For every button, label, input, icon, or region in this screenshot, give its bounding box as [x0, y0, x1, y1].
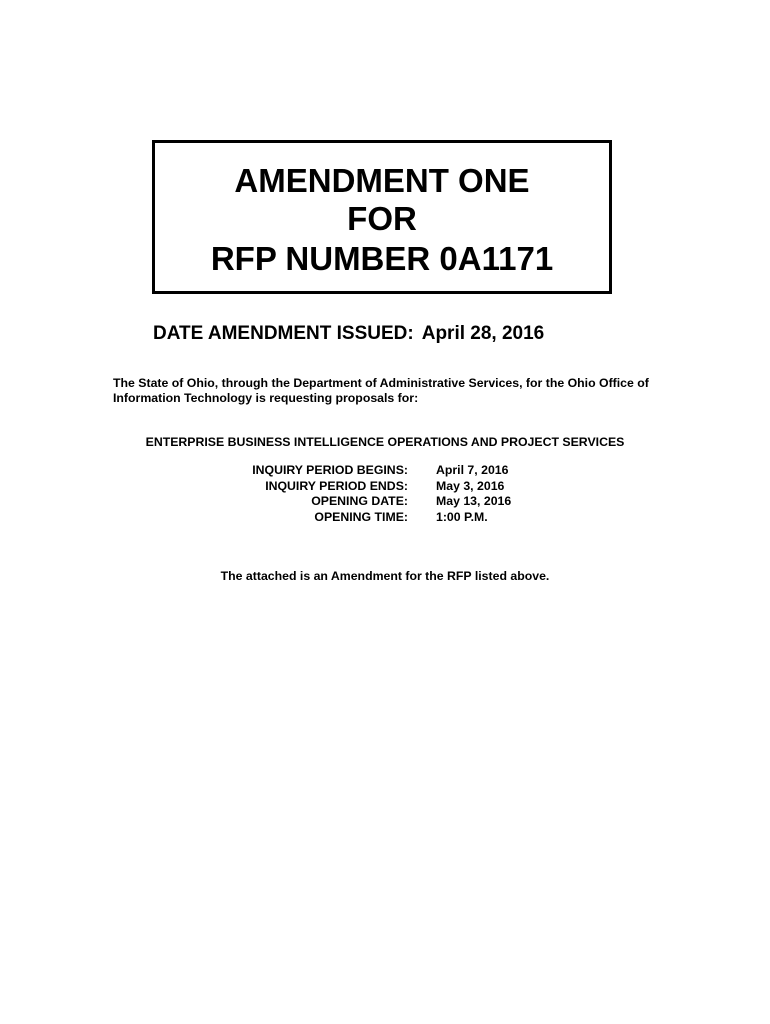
schedule-value: May 3, 2016 [436, 478, 505, 493]
date-issued-value: April 28, 2016 [421, 323, 545, 344]
schedule-label: INQUIRY PERIOD BEGINS: [252, 463, 408, 477]
title-line-3: RFP NUMBER 0A1171 [210, 240, 554, 277]
schedule-label: OPENING TIME: [314, 509, 408, 524]
attached-note: The attached is an Amendment for the RFP listed above. [220, 569, 550, 583]
date-issued-heading [153, 322, 544, 346]
schedule-table [0, 463, 770, 525]
title-box [152, 140, 612, 294]
schedule-row [0, 463, 770, 479]
schedule-row [0, 494, 770, 510]
schedule-label: INQUIRY PERIOD ENDS: [265, 478, 408, 493]
title-line-2: FOR [347, 200, 417, 237]
project-name: ENTERPRISE BUSINESS INTELLIGENCE OPERATIONS AND PROJECT SERVICES [145, 435, 625, 449]
schedule-label: OPENING DATE: [311, 494, 408, 508]
schedule-value: May 13, 2016 [436, 494, 512, 508]
schedule-value: April 7, 2016 [436, 463, 509, 477]
title-line-1: AMENDMENT ONE [234, 162, 530, 199]
schedule-row [0, 479, 770, 495]
schedule-value: 1:00 P.M. [436, 509, 488, 524]
intro-paragraph: The State of Ohio, through the Department of Administrative Services, for the Ohio Office of Information Technology is requesting proposals for: [113, 376, 649, 405]
schedule-row [0, 510, 770, 526]
date-issued-label: DATE AMENDMENT ISSUED: [153, 323, 414, 344]
